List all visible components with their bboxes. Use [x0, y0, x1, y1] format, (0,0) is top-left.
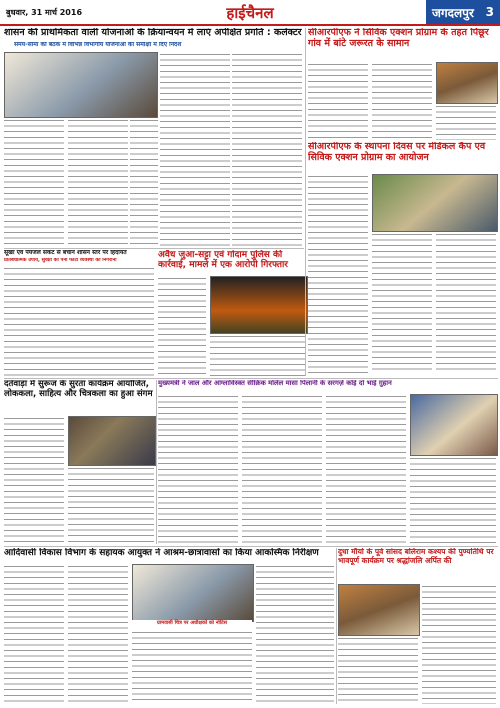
column-rule	[156, 380, 157, 544]
story-8-photo-caption: ग्रामवासी चित्र पर अधीक्षकों को नोटिस	[132, 620, 252, 626]
story-2-headline: सीआरपीएफ ने सिविक एक्शन प्रोग्राम के तहत पिछूर गांव में बांटे जरूरत के सामान	[308, 28, 489, 49]
story-4-headline: अवैध जुआ-सट्टा एवं गोदाम पुलिस की कार्रवाई, मामले में एक आरोपी गिरफ्तार	[158, 250, 288, 271]
story-1-column-3	[160, 52, 230, 248]
story-5-headline: सीआरपीएफ के स्थापना दिवस पर मेडिकल कैंप एवं सिविक एक्शन प्रोग्राम का आयोजन	[308, 142, 486, 163]
edition-tag	[426, 0, 500, 24]
story-6-column-1	[158, 394, 238, 544]
story-2-photo	[436, 62, 498, 104]
story-1-headline: शासन की प्राथमिकता वाली योजनाओं के क्रियान्वयन में लाएं अपेक्षित प्रगति : कलेक्टर	[4, 28, 302, 38]
story-5-column-3	[436, 232, 496, 374]
story-4-column-1	[158, 276, 206, 376]
page-number: 3	[485, 5, 494, 19]
story-5-photo	[372, 174, 498, 232]
story-5-column-1	[308, 174, 368, 374]
story-9-photo	[338, 584, 420, 636]
story-2-column-1	[308, 62, 368, 140]
edition-name: जगदलपुर	[432, 5, 474, 20]
story-4-column-2	[210, 334, 306, 376]
column-rule	[305, 28, 306, 376]
page-section-title: हाईचैनल	[226, 4, 274, 22]
story-1-column-4	[232, 52, 302, 248]
story-1-subhead: समय-सीमा की बैठक में विभिन्न विभागीय योजनाओं की समीक्षा में दिए निर्देश	[14, 42, 182, 48]
story-6-column-3	[326, 394, 406, 544]
section-rule	[4, 378, 498, 379]
story-4-photo	[210, 276, 308, 334]
story-7-headline: दंतेवाड़ा में सुरूज के सुरता कार्यक्रम आयोजित, लोककला, साहित्य और चित्रकला का हुआ संगम	[4, 380, 153, 399]
issue-date: बुधवार, 31 मार्च 2016	[6, 8, 83, 17]
story-3-body	[4, 266, 154, 376]
story-1-column-2	[68, 118, 128, 248]
masthead-rule	[0, 24, 500, 26]
story-3-headline: सूखा एवं पेयजल संकट से बचाने शासन स्तर पर हिदायतें	[4, 250, 127, 256]
story-7-column-1	[4, 416, 64, 544]
story-6-column-2	[242, 394, 322, 544]
story-6-column-4	[410, 456, 496, 544]
section-rule	[4, 248, 304, 249]
story-7-photo	[68, 416, 156, 466]
story-9-headline: दुधा मौर्या के पूर्व सांसद बलिराम कश्यप की पुण्यतिथि पर भावपूर्ण कार्यक्रम पर श्रद्धांजलि अर्पित की	[338, 548, 494, 565]
story-8-column-3	[132, 630, 252, 704]
story-1-column-5	[130, 118, 158, 248]
story-1-column-1	[4, 118, 64, 248]
story-9-column-2	[338, 636, 418, 704]
story-8-column-2	[68, 564, 128, 704]
story-6-headline: मुख्यमंत्री ने जाल और आंग्लाविस्क्त सीक्रिक मलिल मासा पिलानी के सरगर्ज़ कोई दो भाई ग़ुहान	[158, 380, 392, 387]
story-5-column-2	[372, 232, 432, 374]
story-3-subhead: प्रतिबंधात्मक उपाय, सुरक्षा की पैनी फोटो व्यवस्था की निगरानी	[4, 258, 117, 263]
story-8-photo	[132, 564, 254, 622]
story-8-column-4	[256, 564, 334, 704]
story-1-photo	[4, 52, 158, 118]
story-2-column-2	[372, 62, 432, 140]
story-6-photo	[410, 394, 498, 456]
section-rule	[4, 546, 498, 547]
masthead	[0, 0, 500, 24]
story-9-column-1	[422, 584, 496, 704]
story-8-column-1	[4, 564, 64, 704]
column-rule	[336, 548, 337, 704]
story-7-column-2	[68, 466, 154, 544]
story-8-headline: आदिवासी विकास विभाग के सहायक आयुक्त ने आश्रम-छात्रावासों का किया आकस्मिक निरीक्षण	[4, 548, 319, 558]
story-2-column-3	[436, 104, 496, 140]
